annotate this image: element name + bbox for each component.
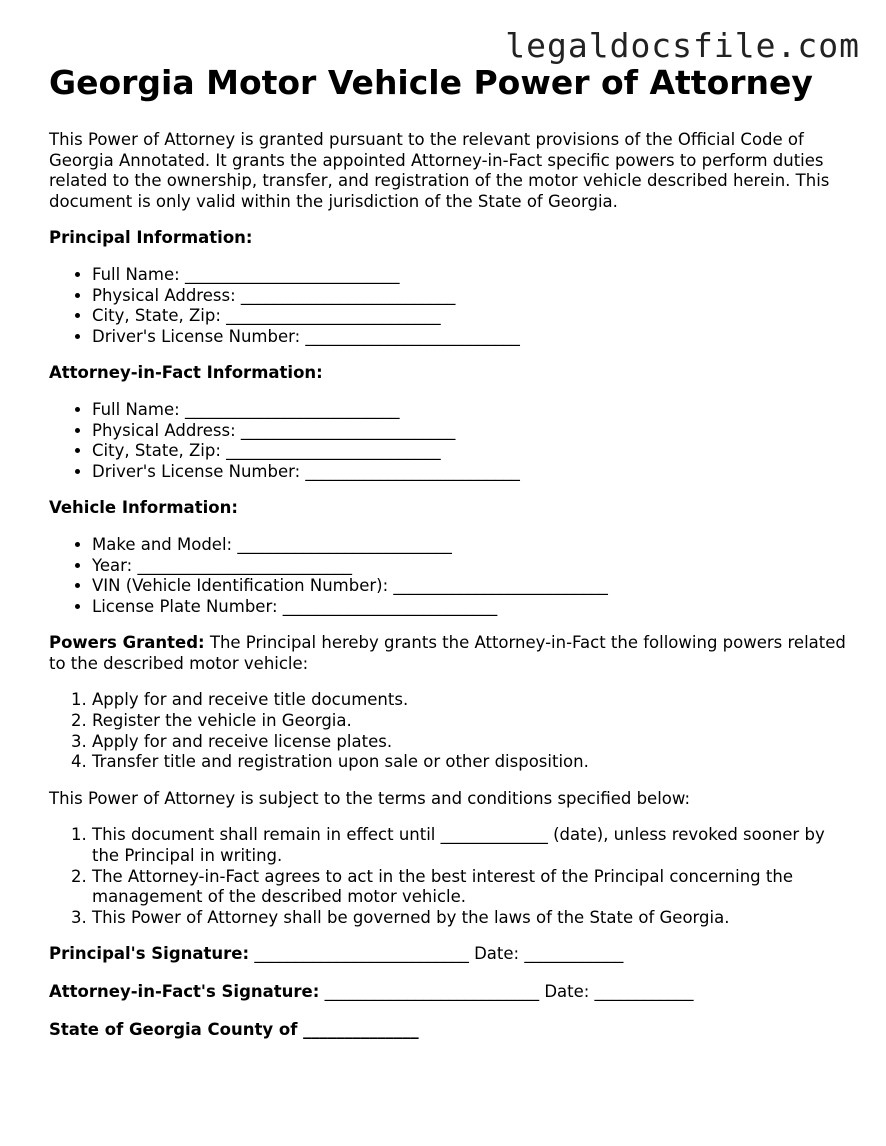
power-item: 4. Transfer title and registration upon sale or other disposition.	[92, 752, 849, 773]
power-item: 3. Apply for and receive license plates.	[92, 732, 849, 753]
attorney-signature-label: Attorney-in-Fact's Signature:	[49, 982, 320, 1001]
vehicle-plate: • License Plate Number: __________________________	[92, 597, 849, 618]
attorney-license: • Driver's License Number: __________________________	[92, 462, 849, 483]
principal-address: • Physical Address: __________________________	[92, 286, 849, 307]
vehicle-year: • Year: __________________________	[92, 556, 849, 577]
vehicle-list	[49, 535, 849, 617]
power-item: 2. Register the vehicle in Georgia.	[92, 711, 849, 732]
county-line: State of Georgia County of ______________	[49, 1019, 419, 1039]
principal-heading: Principal Information:	[49, 228, 253, 248]
term-item: 2. The Attorney-in-Fact agrees to act in the best interest of the Principal concerning the management of the described motor vehicle.	[92, 867, 849, 908]
powers-list	[49, 690, 849, 772]
principal-list	[49, 265, 849, 347]
principal-full-name: • Full Name: __________________________	[92, 265, 849, 286]
principal-signature-line	[49, 944, 849, 965]
document-page	[49, 62, 849, 1057]
term-item: 3. This Power of Attorney shall be governed by the laws of the State of Georgia.	[92, 908, 849, 929]
attorney-list	[49, 400, 849, 482]
vehicle-make-model: • Make and Model: __________________________	[92, 535, 849, 556]
principal-signature-blank: __________________________ Date: ____________	[249, 944, 624, 964]
powers-text: The Principal hereby grants the Attorney-in-Fact the following powers related to the described motor vehicle:	[49, 633, 846, 673]
term-item: 1. This document shall remain in effect until _____________ (date), unless revoked sooner by the Principal in writing.	[92, 825, 849, 866]
power-item: 1. Apply for and receive title documents.	[92, 690, 849, 711]
attorney-signature-blank: __________________________ Date: ____________	[319, 982, 694, 1001]
terms-intro: This Power of Attorney is subject to the terms and conditions specified below:	[49, 788, 691, 808]
vehicle-vin: • VIN (Vehicle Identification Number): __________________________	[92, 576, 849, 597]
vehicle-heading: Vehicle Information:	[49, 498, 238, 518]
principal-signature-label: Principal's Signature:	[49, 944, 250, 964]
attorney-heading: Attorney-in-Fact Information:	[49, 363, 323, 383]
powers-label: Powers Granted:	[49, 633, 205, 653]
attorney-city-state-zip: • City, State, Zip: __________________________	[92, 441, 849, 462]
intro-paragraph: This Power of Attorney is granted pursuant to the relevant provisions of the Official Code of Georgia Annotated. It grants the appointed Attorney-in-Fact specific powers to perform duties related to the ownership, transfer, and registration of the motor vehicle described herein. This document is only valid within the jurisdiction of the State of Georgia.	[49, 130, 830, 211]
powers-paragraph	[49, 633, 849, 674]
attorney-signature-line	[49, 982, 849, 1003]
attorney-full-name: • Full Name: __________________________	[92, 400, 849, 421]
principal-city-state-zip: • City, State, Zip: __________________________	[92, 306, 849, 327]
document-title: Georgia Motor Vehicle Power of Attorney	[49, 63, 813, 102]
watermark-logo: legaldocsfile.com	[505, 26, 860, 65]
attorney-address: • Physical Address: __________________________	[92, 421, 849, 442]
terms-list	[49, 825, 849, 928]
principal-license: • Driver's License Number: __________________________	[92, 327, 849, 348]
